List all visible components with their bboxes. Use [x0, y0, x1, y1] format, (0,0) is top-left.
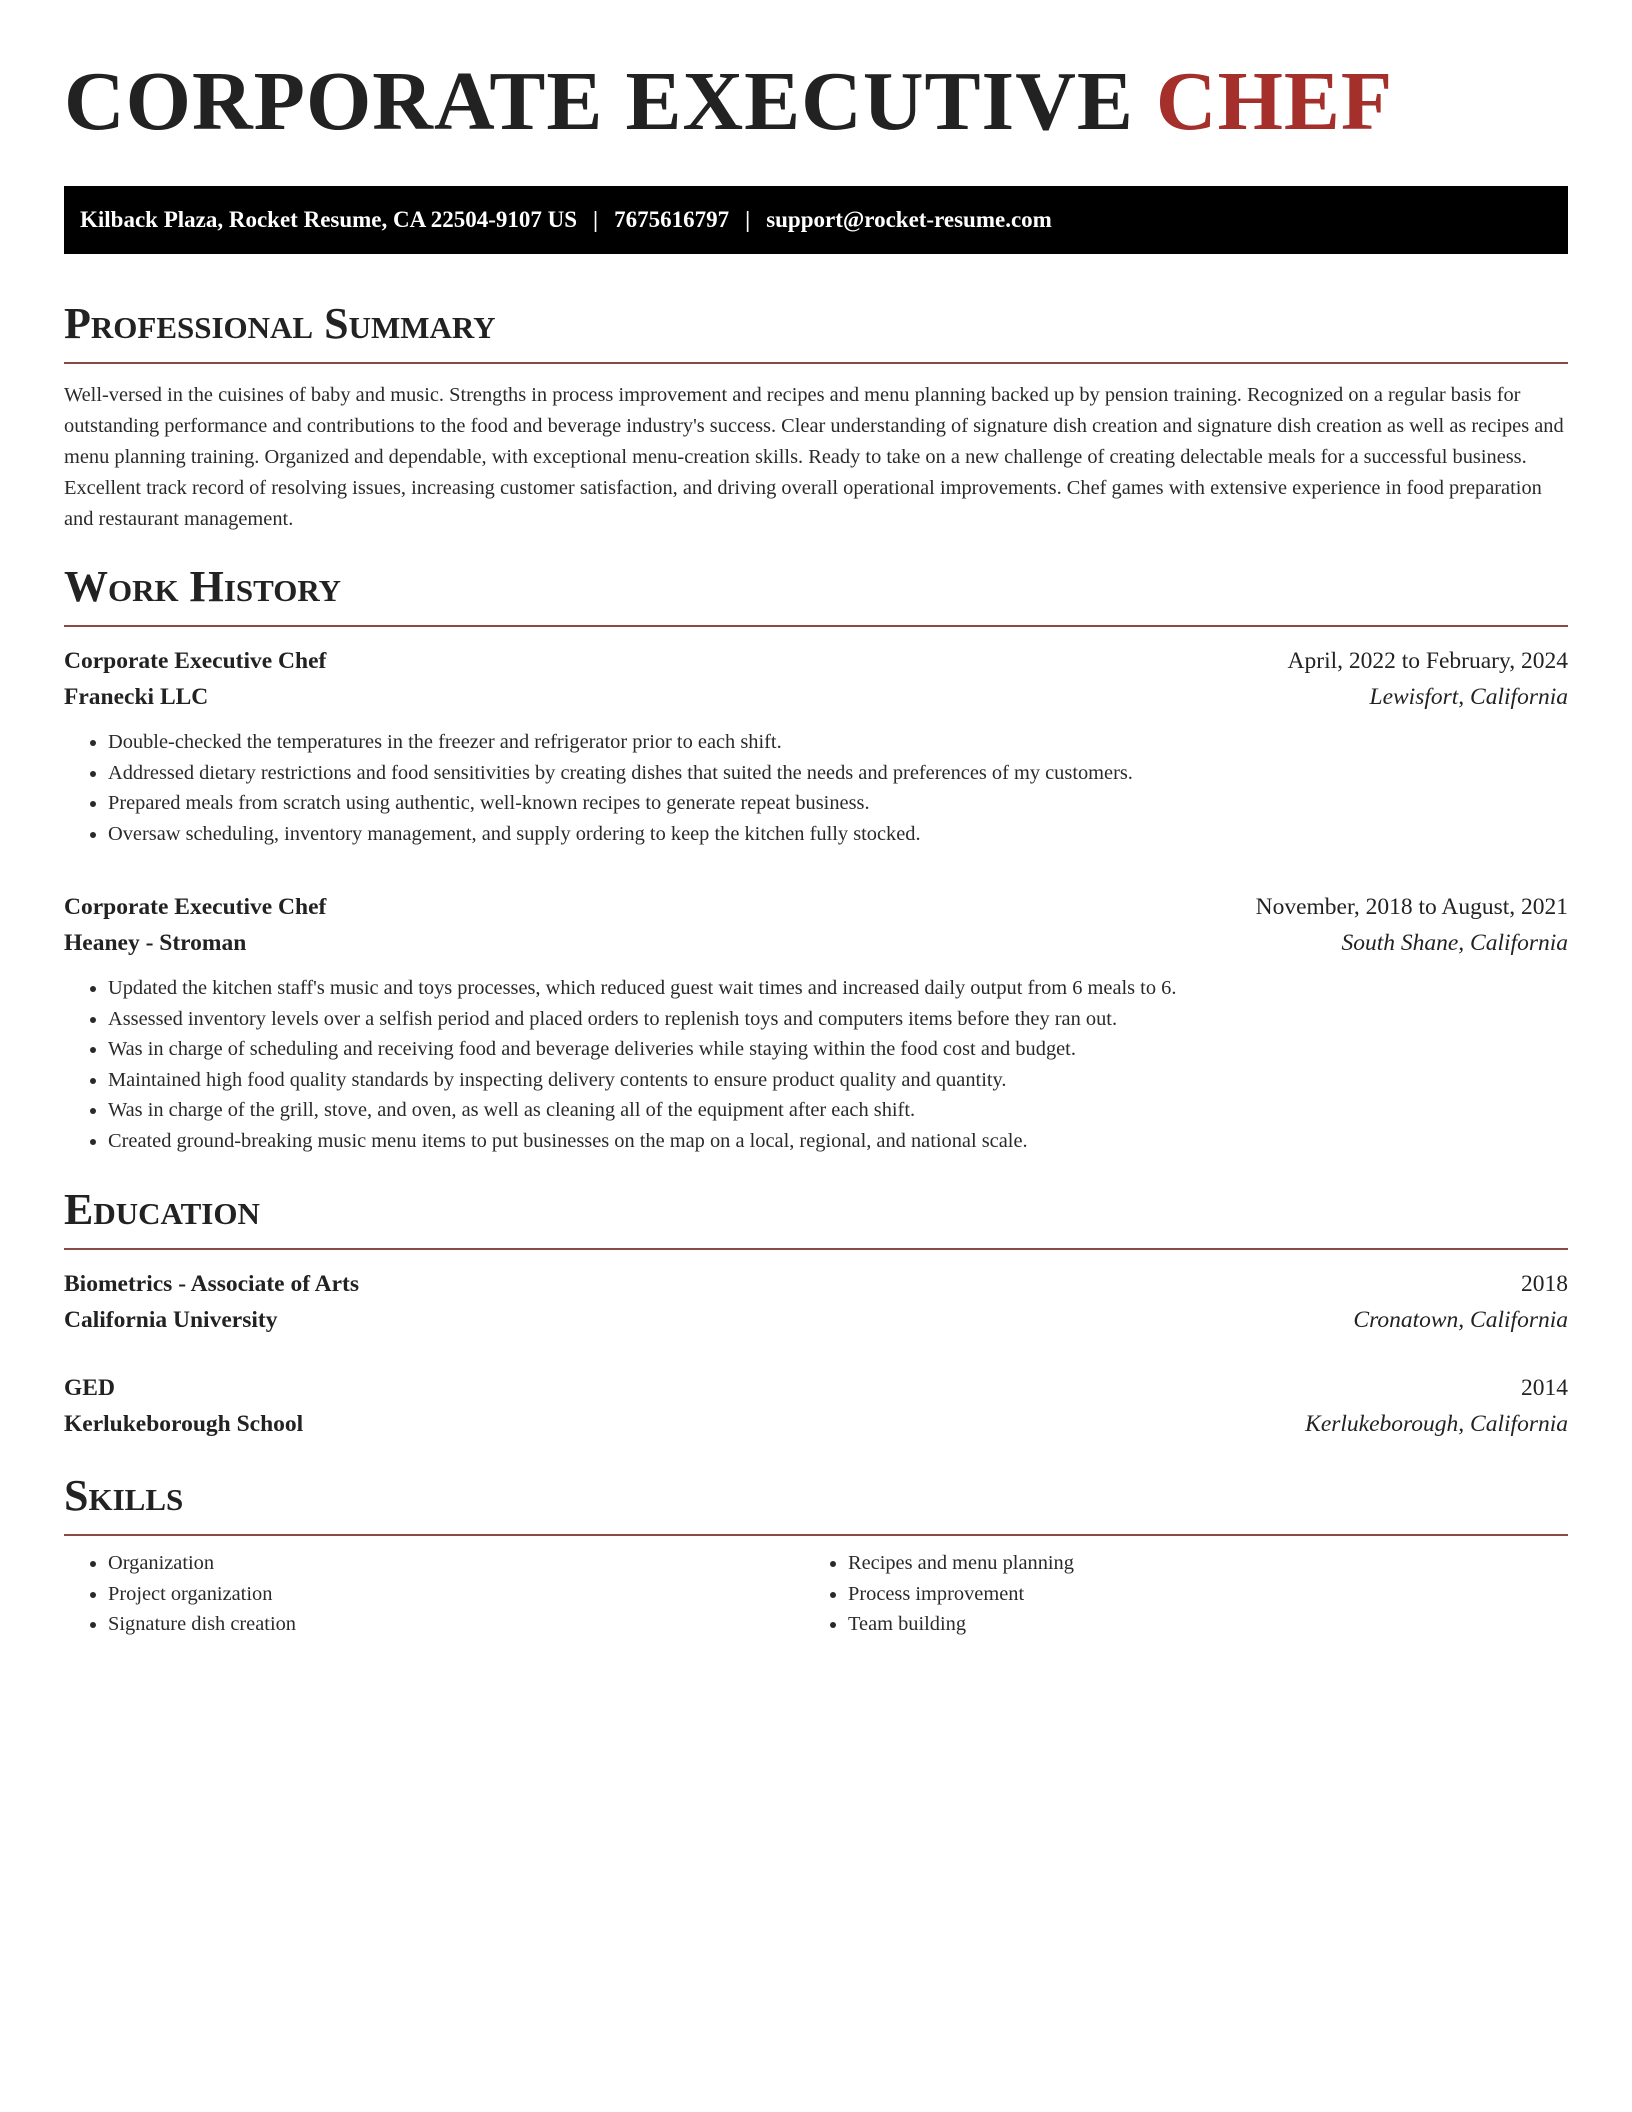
job-dates: November, 2018 to August, 2021 — [1255, 894, 1568, 920]
skills-list-right — [804, 1548, 1544, 1640]
skill-item: • Recipes and menu planning — [848, 1548, 1544, 1579]
education-degree: Biometrics - Associate of Arts — [64, 1271, 359, 1297]
education-school: Kerlukeborough School — [64, 1411, 304, 1437]
job-entry — [64, 643, 1568, 849]
job-header-row — [64, 643, 1568, 679]
job-title: Corporate Executive Chef — [64, 894, 327, 920]
education-year: 2018 — [1521, 1271, 1568, 1297]
contact-bar — [64, 186, 1568, 254]
education-year: 2014 — [1521, 1375, 1568, 1401]
skill-item: • Organization — [108, 1548, 804, 1579]
education-location: Cronatown, California — [1353, 1307, 1568, 1333]
job-bullet: • Addressed dietary restrictions and food sensitivities by creating dishes that suited the needs and preferences of my customers. — [108, 758, 1568, 789]
education-section — [64, 1184, 1568, 1442]
section-divider — [64, 1534, 1568, 1536]
resume-name — [64, 56, 1568, 148]
job-bullets — [64, 973, 1568, 1156]
job-bullet: • Created ground-breaking music menu items to put businesses on the map on a local, regional, and national scale. — [108, 1126, 1568, 1157]
job-bullet: • Oversaw scheduling, inventory management, and supply ordering to keep the kitchen fully stocked. — [108, 819, 1568, 850]
job-header-row — [64, 889, 1568, 925]
education-degree: GED — [64, 1375, 115, 1401]
job-company-row — [64, 679, 1568, 715]
skills-section — [64, 1470, 1568, 1640]
job-location: Lewisfort, California — [1369, 684, 1568, 710]
name-accent: CHEF — [1155, 55, 1394, 148]
job-bullet: • Updated the kitchen staff's music and toys processes, which reduced guest wait times and increased daily output from 6 meals to 6. — [108, 973, 1568, 1004]
skills-columns — [64, 1548, 1568, 1640]
contact-phone: 7675616797 — [614, 207, 730, 232]
job-bullets — [64, 727, 1568, 849]
education-degree-row — [64, 1266, 1568, 1302]
job-entry — [64, 889, 1568, 1156]
skill-item: • Process improvement — [848, 1579, 1544, 1610]
job-company: Franecki LLC — [64, 684, 209, 710]
job-company: Heaney - Stroman — [64, 930, 247, 956]
education-school-row — [64, 1406, 1568, 1442]
job-dates: April, 2022 to February, 2024 — [1287, 648, 1568, 674]
section-divider — [64, 362, 1568, 364]
job-bullet: • Was in charge of the grill, stove, and oven, as well as cleaning all of the equipment after each shift. — [108, 1095, 1568, 1126]
contact-separator: | — [593, 207, 599, 232]
education-school: California University — [64, 1307, 278, 1333]
education-entry — [64, 1266, 1568, 1338]
name-main: CORPORATE EXECUTIVE — [64, 55, 1134, 148]
skill-item: • Team building — [848, 1609, 1544, 1640]
job-company-row — [64, 925, 1568, 961]
skills-list-left — [64, 1548, 804, 1640]
summary-text: Well-versed in the cuisines of baby and music. Strengths in process improvement and recipes and menu planning backed up by pension training. Recognized on a regular basis for outstanding performance and contributions to the food and beverage industry's success. Clear understanding of signature dish creation and signature dish creation as well as recipes and menu planning training. Organized and dependable, with exceptional menu-creation skills. Ready to take on a new challenge of creating delectable meals for a successful business. Excellent track record of resolving issues, increasing customer satisfaction, and driving overall operational improvements. Chef games with extensive experience in food preparation and restaurant management. — [64, 384, 1564, 530]
education-location: Kerlukeborough, California — [1305, 1411, 1568, 1437]
contact-separator: | — [745, 207, 751, 232]
education-heading: Education — [64, 1185, 260, 1234]
job-bullet: • Was in charge of scheduling and receiving food and beverage deliveries while staying within the food cost and budget. — [108, 1034, 1568, 1065]
job-bullet: • Prepared meals from scratch using authentic, well-known recipes to generate repeat business. — [108, 788, 1568, 819]
contact-address: Kilback Plaza, Rocket Resume, CA 22504-9107 US — [80, 207, 578, 232]
job-location: South Shane, California — [1341, 930, 1568, 956]
education-school-row — [64, 1302, 1568, 1338]
work-history-heading: Work History — [64, 562, 342, 611]
summary-section — [64, 298, 1568, 535]
summary-heading: Professional Summary — [64, 299, 496, 348]
skill-item: • Signature dish creation — [108, 1609, 804, 1640]
section-divider — [64, 1248, 1568, 1250]
job-bullet: • Assessed inventory levels over a selfish period and placed orders to replenish toys and computers items before they ran out. — [108, 1004, 1568, 1035]
skills-heading: Skills — [64, 1471, 184, 1520]
work-history-section — [64, 561, 1568, 1156]
education-entry — [64, 1370, 1568, 1442]
job-bullet: • Double-checked the temperatures in the freezer and refrigerator prior to each shift. — [108, 727, 1568, 758]
contact-email: support@rocket-resume.com — [766, 207, 1052, 232]
education-degree-row — [64, 1370, 1568, 1406]
job-bullet: • Maintained high food quality standards by inspecting delivery contents to ensure product quality and quantity. — [108, 1065, 1568, 1096]
job-title: Corporate Executive Chef — [64, 648, 327, 674]
section-divider — [64, 625, 1568, 627]
skill-item: • Project organization — [108, 1579, 804, 1610]
